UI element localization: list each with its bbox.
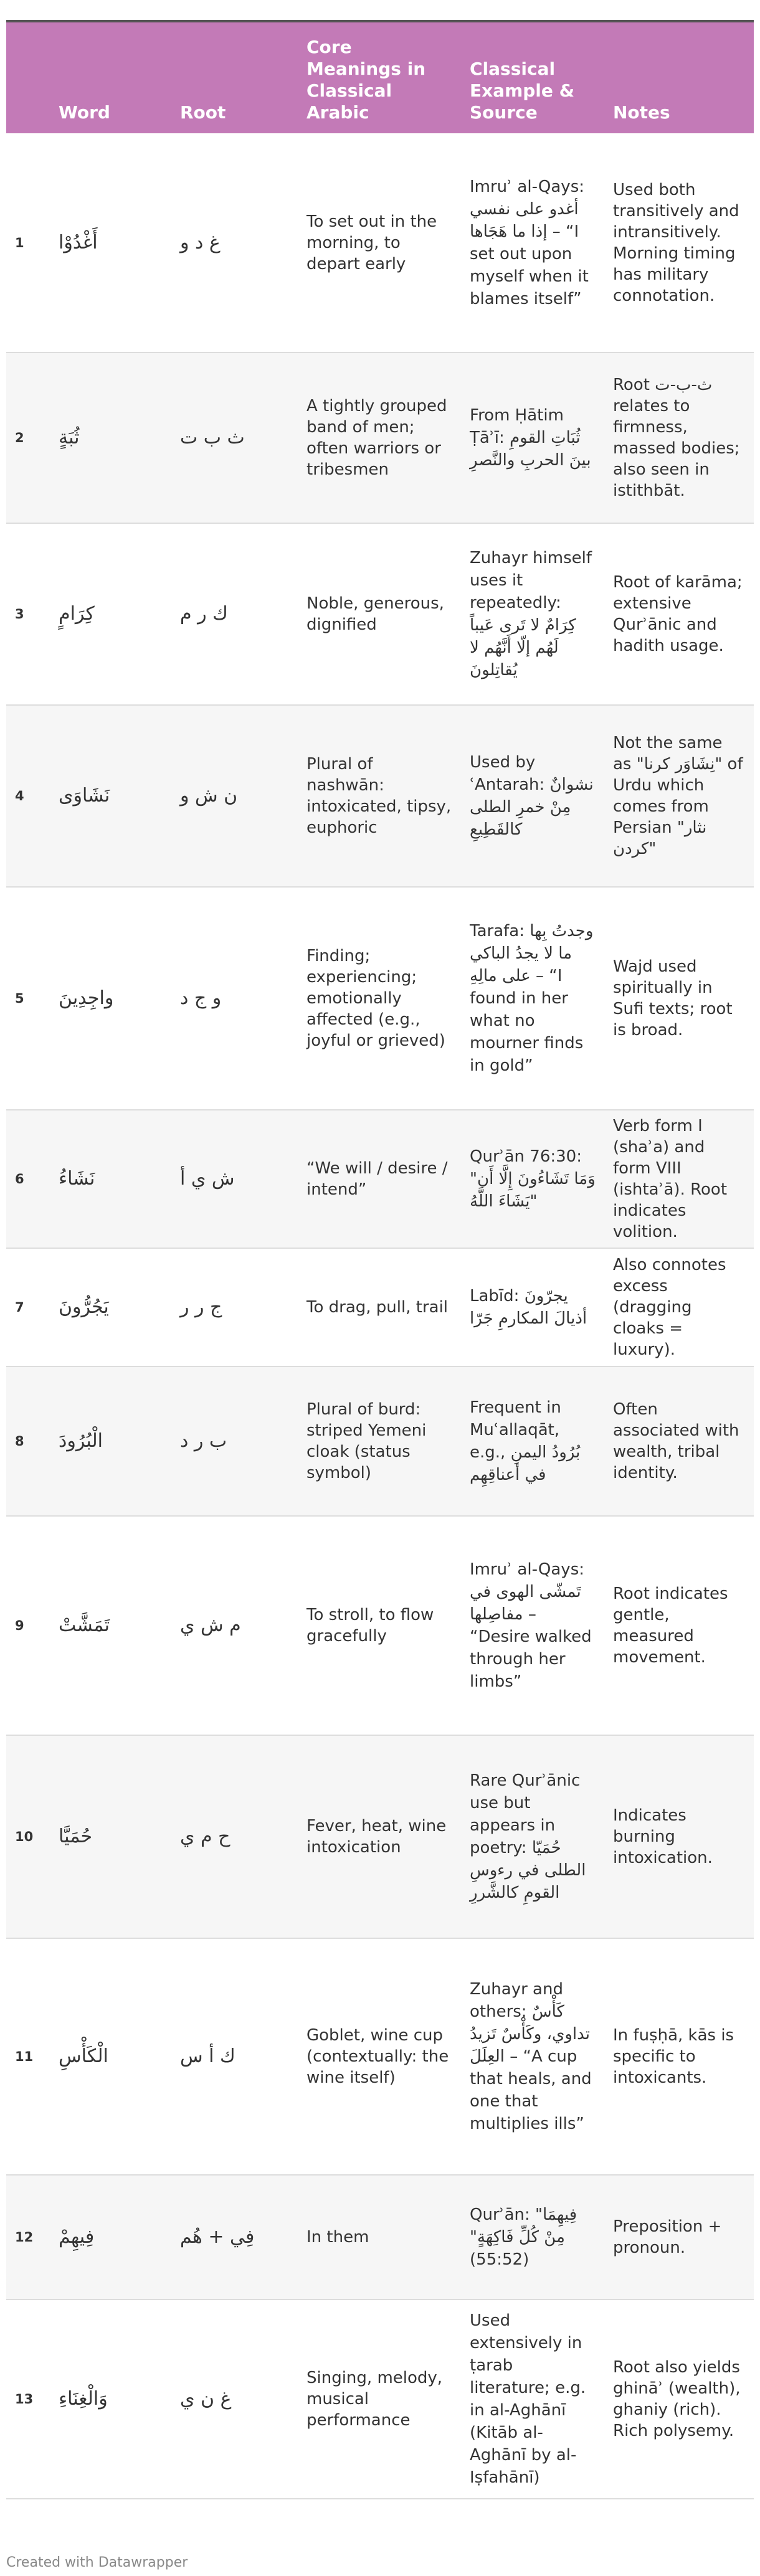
word-cell-arabic-text: نَشَاوَى bbox=[59, 785, 110, 807]
root-cell-arabic-text: م ش ي bbox=[180, 1614, 241, 1636]
vocabulary-table bbox=[6, 20, 754, 2499]
root-cell-arabic-text: و ج د bbox=[180, 987, 222, 1009]
table-header bbox=[6, 21, 754, 133]
root-cell bbox=[171, 1735, 298, 1938]
meaning-cell: Plural of nashwān: intoxicated, tipsy, euphoric bbox=[298, 705, 461, 887]
word-cell bbox=[50, 523, 171, 705]
root-cell-arabic-text: غ د و bbox=[180, 231, 221, 253]
header-example: Classical Example & Source bbox=[461, 21, 604, 133]
example-cell: From Ḥātim Ṭāʾī: ثُبَاتِ القومِ بينَ الحربِ والنَّصرِ bbox=[461, 353, 604, 523]
example-cell: Imruʾ al-Qays: تَمشّى الهوى في مفاصِلها – “Desire walked through her limbs” bbox=[461, 1516, 604, 1735]
notes-cell: Used both transitively and intransitively. Morning timing has military connotation. bbox=[604, 133, 754, 353]
table-row bbox=[6, 1248, 754, 1366]
root-cell-arabic-text: ش ي أ bbox=[180, 1168, 235, 1190]
root-cell-arabic-text: ن ش و bbox=[180, 785, 238, 807]
table-body bbox=[6, 133, 754, 2499]
table-row bbox=[6, 2175, 754, 2299]
word-cell bbox=[50, 1938, 171, 2175]
example-cell: Tarafa: وجدتُ بِها ما لا يجدُ الباكي على مالِهِ – “I found in her what no mourner finds in gold” bbox=[461, 887, 604, 1110]
table-row bbox=[6, 1516, 754, 1735]
word-cell bbox=[50, 1248, 171, 1366]
root-cell bbox=[171, 2175, 298, 2299]
example-cell: Imruʾ al-Qays: أغدو على نفسي إذا ما هَجَاها – “I set out upon myself when it blames itself” bbox=[461, 133, 604, 353]
root-cell bbox=[171, 1110, 298, 1248]
meaning-cell: To set out in the morning, to depart early bbox=[298, 133, 461, 353]
root-cell-arabic-text: ج ر ر bbox=[180, 1296, 222, 1318]
word-cell-arabic-text: نَشَاءُ bbox=[59, 1168, 95, 1190]
root-cell bbox=[171, 1248, 298, 1366]
meaning-cell: To drag, pull, trail bbox=[298, 1248, 461, 1366]
row-number: 2 bbox=[6, 353, 50, 523]
row-number: 11 bbox=[6, 1938, 50, 2175]
meaning-cell: “We will / desire / intend” bbox=[298, 1110, 461, 1248]
table-row bbox=[6, 1110, 754, 1248]
word-cell bbox=[50, 353, 171, 523]
notes-cell: Root also yields ghināʾ (wealth), ghaniy (rich). Rich polysemy. bbox=[604, 2299, 754, 2499]
notes-cell: Indicates burning intoxication. bbox=[604, 1735, 754, 1938]
table-row bbox=[6, 523, 754, 705]
word-cell-arabic-text: الْبُرُودَ bbox=[59, 1430, 103, 1452]
root-cell-arabic-text: ح م ي bbox=[180, 1825, 230, 1847]
meaning-cell: Plural of burd: striped Yemeni cloak (status symbol) bbox=[298, 1366, 461, 1516]
row-number: 7 bbox=[6, 1248, 50, 1366]
word-cell bbox=[50, 1735, 171, 1938]
meaning-cell: Fever, heat, wine intoxication bbox=[298, 1735, 461, 1938]
meaning-cell: Noble, generous, dignified bbox=[298, 523, 461, 705]
root-cell bbox=[171, 887, 298, 1110]
word-cell bbox=[50, 133, 171, 353]
root-cell bbox=[171, 523, 298, 705]
notes-cell: Verb form I (shaʾa) and form VIII (ishtaʾā). Root indicates volition. bbox=[604, 1110, 754, 1248]
example-cell: Labīd: يجرّونَ أذيالَ المكارمِ جَرّا bbox=[461, 1248, 604, 1366]
row-number: 8 bbox=[6, 1366, 50, 1516]
example-cell: Rare Qurʾānic use but appears in poetry: حُمَيّا الطلى في رءوسِ القومِ كالشَّررِ bbox=[461, 1735, 604, 1938]
word-cell-arabic-text: وَالْغِنَاءِ bbox=[59, 2388, 108, 2410]
word-cell-arabic-text: الْكَأْسِ bbox=[59, 2045, 108, 2067]
root-cell-arabic-text: غ ن ي bbox=[180, 2388, 232, 2410]
root-cell bbox=[171, 1516, 298, 1735]
notes-cell: Not the same as "نِشَاوَر كرنا" of Urdu which comes from Persian "نثار كردن" bbox=[604, 705, 754, 887]
word-cell bbox=[50, 887, 171, 1110]
meaning-cell: A tightly grouped band of men; often warriors or tribesmen bbox=[298, 353, 461, 523]
header-notes: Notes bbox=[604, 21, 754, 133]
table-row bbox=[6, 887, 754, 1110]
row-number: 10 bbox=[6, 1735, 50, 1938]
root-cell bbox=[171, 133, 298, 353]
notes-cell: Root of karāma; extensive Qurʾānic and hadith usage. bbox=[604, 523, 754, 705]
word-cell-arabic-text: حُمَيَّا bbox=[59, 1825, 93, 1847]
word-cell-arabic-text: أَغْدُوْا bbox=[59, 231, 98, 253]
example-cell: Qurʾān 76:30: "وَمَا تَشَاءُونَ إِلَّا أَن يَشَاءَ اللَّهُ" bbox=[461, 1110, 604, 1248]
row-number: 5 bbox=[6, 887, 50, 1110]
word-cell bbox=[50, 1366, 171, 1516]
table-row bbox=[6, 353, 754, 523]
root-cell bbox=[171, 353, 298, 523]
root-cell-arabic-text: ب ر د bbox=[180, 1430, 227, 1452]
root-cell-arabic-text: فِي + هُم bbox=[180, 2226, 255, 2248]
row-number: 3 bbox=[6, 523, 50, 705]
root-cell bbox=[171, 1366, 298, 1516]
notes-cell: Root indicates gentle, measured movement. bbox=[604, 1516, 754, 1735]
header-root: Root bbox=[171, 21, 298, 133]
notes-cell: Root ث-ب-ت relates to firmness, massed bodies; also seen in istithbāt. bbox=[604, 353, 754, 523]
notes-cell: Also connotes excess (dragging cloaks = luxury). bbox=[604, 1248, 754, 1366]
table-row bbox=[6, 1938, 754, 2175]
word-cell bbox=[50, 2175, 171, 2299]
word-cell bbox=[50, 1516, 171, 1735]
word-cell-arabic-text: كِرَامٍ bbox=[59, 603, 95, 625]
table-row bbox=[6, 1735, 754, 1938]
notes-cell: In fuṣḥā, kās is specific to intoxicants. bbox=[604, 1938, 754, 2175]
header-row bbox=[6, 21, 754, 133]
meaning-cell: Singing, melody, musical performance bbox=[298, 2299, 461, 2499]
word-cell bbox=[50, 2299, 171, 2499]
word-cell-arabic-text: يَجُرُّونَ bbox=[59, 1296, 109, 1318]
notes-cell: Often associated with wealth, tribal identity. bbox=[604, 1366, 754, 1516]
root-cell bbox=[171, 705, 298, 887]
row-number: 9 bbox=[6, 1516, 50, 1735]
header-number bbox=[6, 21, 50, 133]
root-cell bbox=[171, 2299, 298, 2499]
root-cell bbox=[171, 1938, 298, 2175]
notes-cell: Preposition + pronoun. bbox=[604, 2175, 754, 2299]
table-row bbox=[6, 133, 754, 353]
example-cell: Zuhayr and others: كَأْسٌ تداوي، وكَأْسٌ تَزيدُ العِلَلَ – “A cup that heals, and one that multiplies ills” bbox=[461, 1938, 604, 2175]
row-number: 12 bbox=[6, 2175, 50, 2299]
data-table-container bbox=[6, 20, 754, 2499]
row-number: 4 bbox=[6, 705, 50, 887]
root-cell-arabic-text: ك ر م bbox=[180, 603, 228, 625]
header-meanings: Core Meanings in Classical Arabic bbox=[298, 21, 461, 133]
example-cell: Zuhayr himself uses it repeatedly: كِرَامٌ لا تَرى عَيباً لَهُم إلّا أَنَّهُم لا يُقاتِلونَ bbox=[461, 523, 604, 705]
root-cell-arabic-text: ث ب ت bbox=[180, 427, 245, 448]
table-row bbox=[6, 2299, 754, 2499]
header-word: Word bbox=[50, 21, 171, 133]
word-cell-arabic-text: تَمَشَّتْ bbox=[59, 1614, 110, 1636]
example-cell: Qurʾān: "فِيهِمَا مِنْ كُلِّ فَاكِهَةٍ" (55:52) bbox=[461, 2175, 604, 2299]
word-cell-arabic-text: فِيهِمْ bbox=[59, 2226, 95, 2248]
datawrapper-credit[interactable]: Created with Datawrapper bbox=[6, 2555, 188, 2570]
word-cell bbox=[50, 705, 171, 887]
example-cell: Used extensively in ṭarab literature; e.g. in al-Aghānī (Kitāb al-Aghānī by al-Iṣfahānī) bbox=[461, 2299, 604, 2499]
meaning-cell: Goblet, wine cup (contextually: the wine itself) bbox=[298, 1938, 461, 2175]
root-cell-arabic-text: ك أ س bbox=[180, 2045, 235, 2067]
row-number: 1 bbox=[6, 133, 50, 353]
meaning-cell: Finding; experiencing; emotionally affected (e.g., joyful or grieved) bbox=[298, 887, 461, 1110]
table-row bbox=[6, 705, 754, 887]
row-number: 6 bbox=[6, 1110, 50, 1248]
word-cell-arabic-text: واجِدِينَ bbox=[59, 987, 114, 1009]
example-cell: Used by ʿAntarah: نشوانٌ مِنْ خمرِ الطلى كالقَطِيعِ bbox=[461, 705, 604, 887]
table-row bbox=[6, 1366, 754, 1516]
meaning-cell: To stroll, to flow gracefully bbox=[298, 1516, 461, 1735]
example-cell: Frequent in Muʿallaqāt, e.g., بُرُودُ اليمنِ في أعناقِهِم bbox=[461, 1366, 604, 1516]
notes-cell: Wajd used spiritually in Sufi texts; root is broad. bbox=[604, 887, 754, 1110]
row-number: 13 bbox=[6, 2299, 50, 2499]
word-cell-arabic-text: ثُبَةٍ bbox=[59, 427, 80, 448]
meaning-cell: In them bbox=[298, 2175, 461, 2299]
word-cell bbox=[50, 1110, 171, 1248]
